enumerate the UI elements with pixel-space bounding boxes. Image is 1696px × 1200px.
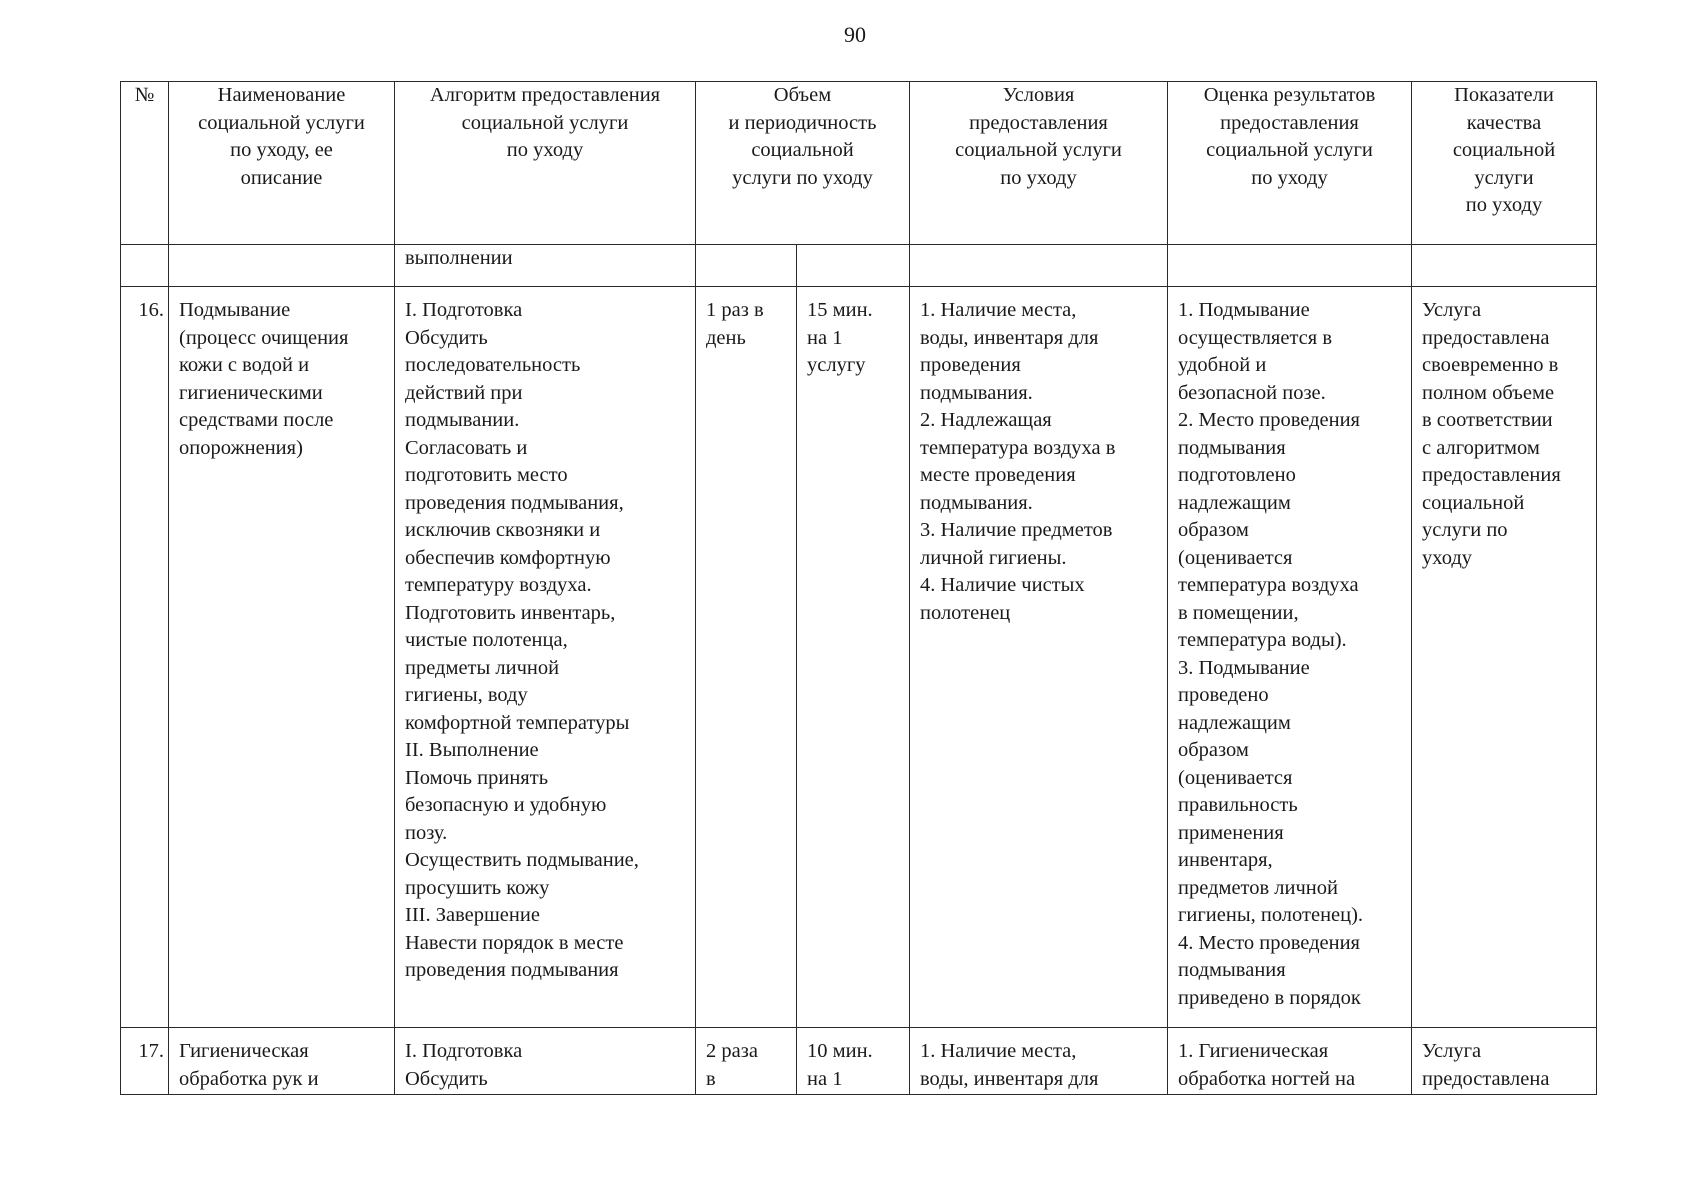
header-quality: Показатели качества социальной услуги по уходу	[1412, 82, 1597, 245]
header-volume-frequency: Объем и периодичность социальной услуги по уходу	[696, 82, 910, 245]
continuation-cell-evaluation	[1168, 245, 1412, 287]
conditions-text: 1. Наличие места, воды, инвентаря для проведения подмывания. 2. Надлежащая температура воздуха в месте проведения подмывания. 3. Наличие предметов личной гигиены. 4. Наличие чистых полотенец	[920, 299, 1116, 624]
continuation-cell-conditions	[910, 245, 1168, 287]
frequency-cell	[696, 287, 797, 1028]
header-service-name: Наименование социальной услуги по уходу, ее описание	[169, 82, 395, 245]
duration-cell	[797, 287, 910, 1028]
evaluation-cell	[1168, 287, 1412, 1028]
continuation-row	[121, 245, 1597, 287]
conditions-text: 1. Наличие места, воды, инвентаря для	[920, 1040, 1099, 1090]
conditions-cell	[910, 287, 1168, 1028]
duration-cell	[797, 1028, 910, 1095]
header-row	[121, 82, 1597, 245]
continuation-cell-duration	[797, 245, 910, 287]
conditions-cell	[910, 1028, 1168, 1095]
header-evaluation: Оценка результатов предоставления социальной услуги по уходу	[1168, 82, 1412, 245]
quality-cell	[1412, 1028, 1597, 1095]
row-number: 17.	[138, 1040, 164, 1062]
row-number: 16.	[138, 299, 164, 321]
frequency-cell	[696, 1028, 797, 1095]
header-conditions: Условия предоставления социальной услуги по уходу	[910, 82, 1168, 245]
duration-text: 10 мин. на 1	[807, 1040, 873, 1090]
table-row	[121, 1028, 1597, 1095]
page-number: 90	[844, 22, 866, 47]
service-name: Гигиеническая обработка рук и	[179, 1040, 319, 1090]
continuation-cell-name	[169, 245, 395, 287]
frequency-text: 2 раза в	[706, 1040, 758, 1090]
continuation-cell-number	[121, 245, 169, 287]
evaluation-cell	[1168, 1028, 1412, 1095]
row-number-cell	[121, 1028, 169, 1095]
continuation-cell-quality	[1412, 245, 1597, 287]
algorithm-text: I. Подготовка Обсудить	[405, 1040, 523, 1090]
continuation-cell-frequency	[696, 245, 797, 287]
services-table	[120, 81, 1597, 1095]
duration-text: 15 мин. на 1 услугу	[807, 299, 873, 376]
algorithm-cell	[395, 287, 696, 1028]
quality-cell	[1412, 287, 1597, 1028]
service-name-cell	[169, 287, 395, 1028]
algorithm-text: I. Подготовка Обсудить последовательность действий при подмывании. Согласовать и подготовить место проведения подмывания, исключив сквозняки и обеспечив комфортную температуру воздуха. Подготовить инвентарь, чистые полотенца, предметы личной гигиены, воду комфортной температуры II. Выполнение Помочь принять безопасную и удобную позу. Осуществить подмывание, просушить кожу III. Завершение Навести порядок в месте проведения подмывания	[405, 299, 639, 981]
quality-text: Услуга предоставлена	[1422, 1040, 1550, 1090]
quality-text: Услуга предоставлена своевременно в полном объеме в соответствии с алгоритмом предоставления социальной услуги по уходу	[1422, 299, 1561, 569]
header-number: №	[121, 82, 169, 245]
service-name: Подмывание (процесс очищения кожи с водой и гигиеническими средствами после опорожнения)	[179, 299, 349, 459]
service-name-cell	[169, 1028, 395, 1095]
frequency-text: 1 раз в день	[706, 299, 764, 349]
continuation-cell-algorithm	[395, 245, 696, 287]
algorithm-cell	[395, 1028, 696, 1095]
continuation-algorithm-text: выполнении	[405, 247, 513, 269]
row-number-cell	[121, 287, 169, 1028]
evaluation-text: 1. Гигиеническая обработка ногтей на	[1178, 1040, 1356, 1090]
evaluation-text: 1. Подмывание осуществляется в удобной и безопасной позе. 2. Место проведения подмывания подготовлено надлежащим образом (оценивается температура воздуха в помещении, температура воды). 3. Подмывание проведено надлежащим образом (оценивается правильность применения инвентаря, предметов личной гигиены, полотенец). 4. Место проведения подмывания приведено в порядок	[1178, 299, 1364, 1009]
table-row	[121, 287, 1597, 1028]
header-algorithm: Алгоритм предоставления социальной услуги по уходу	[395, 82, 696, 245]
